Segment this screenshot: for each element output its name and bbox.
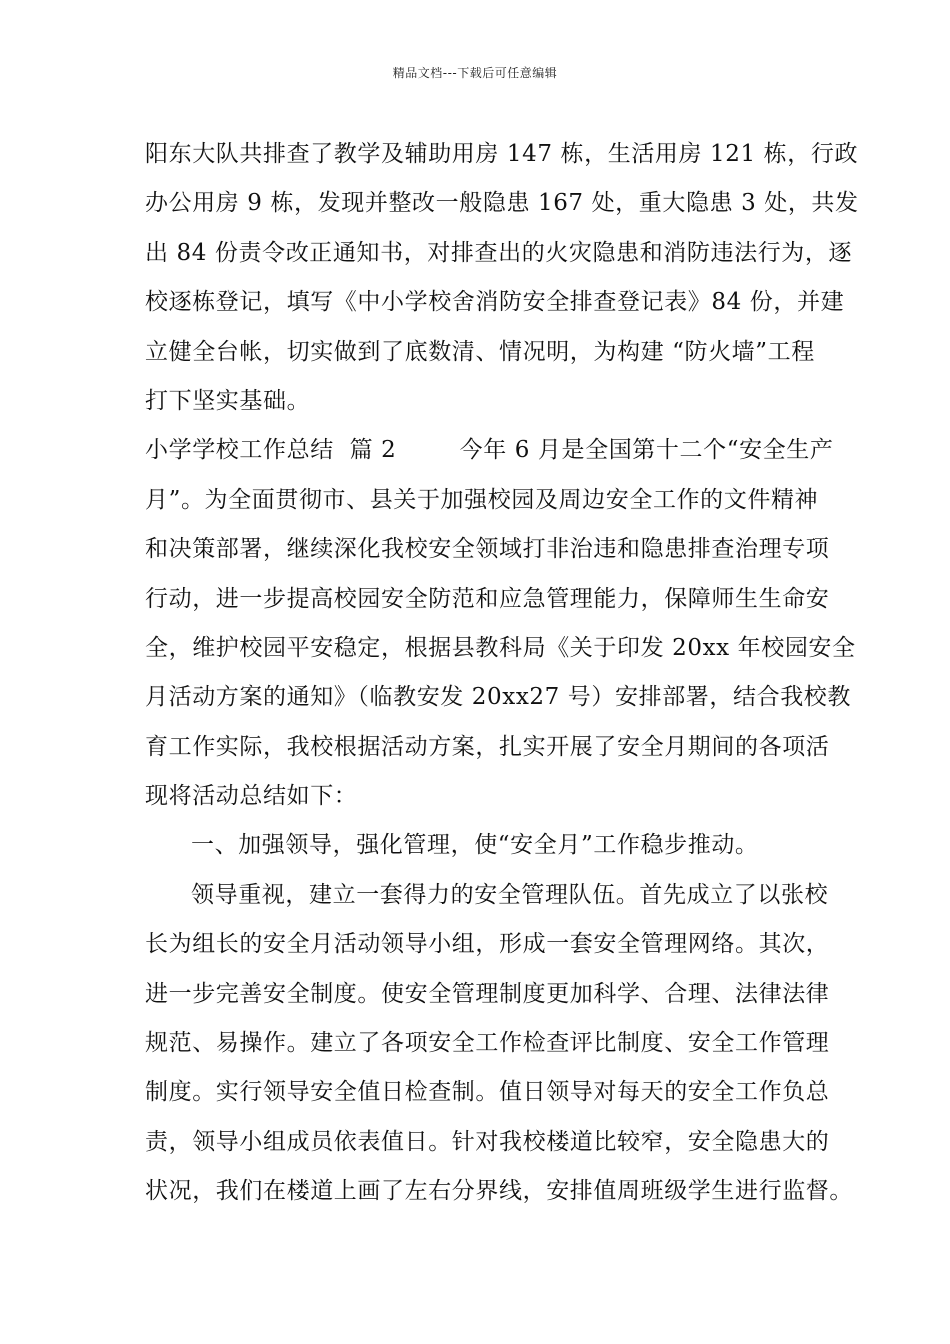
text-line: 办公用房 9 栋，发现并整改一般隐患 167 处，重大隐患 3 处，共发: [145, 190, 859, 217]
text-line: 进一步完善安全制度。使安全管理制度更加科学、合理、法律法律: [145, 980, 830, 1007]
text-line: 月”。为全面贯彻市、县关于加强校园及周边安全工作的文件精神: [145, 486, 819, 513]
section-title-line: 小学学校工作总结 篇 2 今年 6 月是全国第十二个“安全生产: [145, 437, 834, 464]
text-line: 立健全台帐，切实做到了底数清、情况明，为构建 “防火墙”工程: [145, 338, 815, 365]
text-line: 规范、易操作。建立了各项安全工作检查评比制度、安全工作管理: [145, 1030, 830, 1057]
subheading-line: 一、加强领导，强化管理，使“安全月”工作稳步推动。: [191, 832, 759, 859]
text-line: 校逐栋登记，填写《中小学校舍消防安全排查登记表》84 份，并建: [145, 289, 845, 316]
text-line: 育工作实际，我校根据活动方案，扎实开展了安全月期间的各项活: [145, 733, 830, 760]
text-line: 阳东大队共排查了教学及辅助用房 147 栋，生活用房 121 栋，行政: [145, 141, 859, 167]
text-line: 全，维护校园平安稳定，根据县教科局《关于印发 20xx 年校园安全: [145, 634, 856, 661]
text-line: 打下坚实基础。: [145, 387, 311, 414]
text-line: 月活动方案的通知》（临教安发 20xx27 号）安排部署，结合我校教: [145, 684, 851, 711]
document-body: [145, 130, 859, 1217]
text-line: 责，领导小组成员依表值日。针对我校楼道比较窄，安全隐患大的: [145, 1128, 830, 1155]
text-line: 和决策部署，继续深化我校安全领域打非治违和隐患排查治理专项: [145, 536, 830, 563]
text-line: 现将活动总结如下：: [145, 783, 358, 810]
text-line: 行动，进一步提高校园安全防范和应急管理能力，保障师生生命安: [145, 585, 830, 612]
text-line: 领导重视，建立一套得力的安全管理队伍。首先成立了以张校: [191, 881, 829, 908]
text-line: 长为组长的安全月活动领导小组，形成一套安全管理网络。其次，: [145, 931, 830, 958]
text-line: 制度。实行领导安全值日检查制。值日领导对每天的安全工作负总: [145, 1079, 830, 1106]
text-line: 出 84 份责令改正通知书，对排查出的火灾隐患和消防违法行为，逐: [145, 239, 853, 266]
page-header: 精品文档---下载后可任意编辑: [392, 66, 558, 80]
text-line: 状况，我们在楼道上画了左右分界线，安排值周班级学生进行监督。: [145, 1178, 853, 1205]
